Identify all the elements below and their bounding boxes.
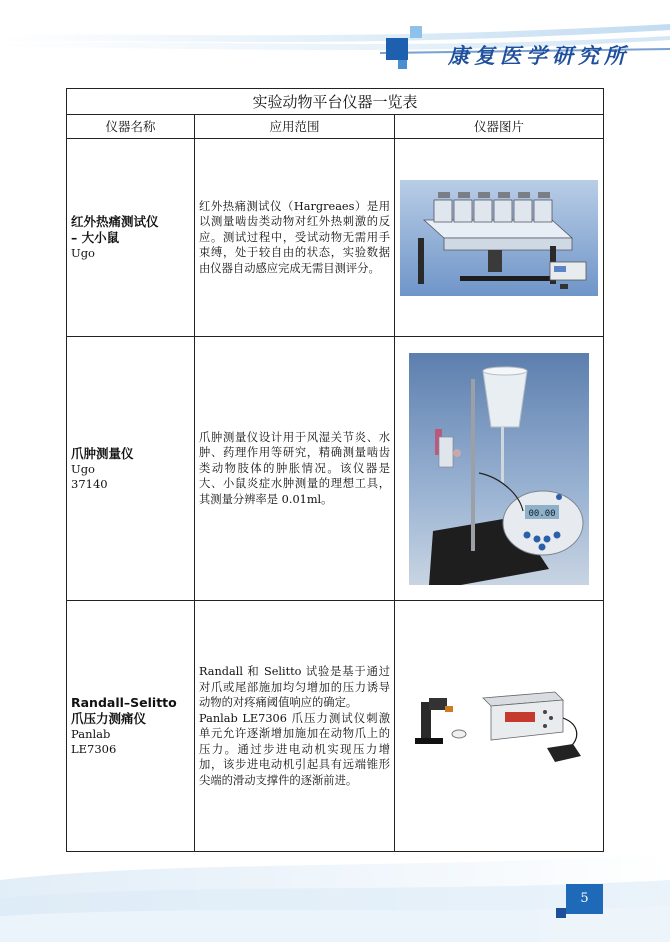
instrument-description: 爪肿测量仪设计用于风湿关节炎、水肿、药理作用等研究，精确测量啮齿类动物肢体的肿胀情况。该仪器是大、小鼠炎症水肿测量的理想工具，其测量分辨率是 0.01ml。 <box>199 430 390 506</box>
randall-selitto-apparatus-photo <box>409 678 589 774</box>
table-header-row <box>67 115 603 139</box>
table-title: 实验动物平台仪器一览表 <box>67 89 603 115</box>
instrument-description-cell <box>194 337 394 600</box>
header-square-large <box>386 38 408 60</box>
instrument-description: 红外热痛测试仪（Hargreaes）是用以测量啮齿类动物对红外热刺激的反应。测试过程中，受试动物无需用手束缚，处于较自由的状态，实验数据由仪器自动感应完成无需目测评分。 <box>199 199 390 275</box>
instrument-brand: Ugo <box>71 246 95 260</box>
instrument-model: 37140 <box>71 476 108 491</box>
column-header-image: 仪器图片 <box>394 115 603 138</box>
instrument-name: 红外热痛测试仪 <box>71 214 159 229</box>
instrument-image-cell <box>394 139 603 336</box>
header-square-light <box>410 26 422 38</box>
instrument-description: Randall 和 Selitto 试验是基于通过对爪或尾部施加均匀增加的压力诱导动物的对疼痛阈值响应的确定。 <box>199 665 390 709</box>
footer-decoration <box>0 820 670 942</box>
page-number-accent <box>556 908 566 918</box>
instrument-name-suffix: 爪压力测痛仪 <box>71 711 147 726</box>
instrument-image-cell <box>394 337 603 600</box>
instrument-image-cell <box>394 601 603 851</box>
table-row <box>67 601 603 851</box>
brand-title: 康复医学研究所 <box>448 44 630 68</box>
hargreaves-apparatus-photo <box>400 180 598 296</box>
table-row <box>67 337 603 601</box>
instrument-name-cell <box>67 601 194 851</box>
footer-wave-graphic <box>0 820 670 942</box>
instrument-table <box>66 88 604 852</box>
header-decoration <box>0 0 670 80</box>
instrument-name-cell <box>67 337 194 600</box>
instrument-model: LE7306 <box>71 742 117 756</box>
instrument-brand: Panlab <box>71 727 111 741</box>
plethysmometer-photo <box>409 353 589 585</box>
column-header-name: 仪器名称 <box>105 119 156 134</box>
instrument-name: Randall–Selitto <box>71 695 177 710</box>
instrument-description-cell <box>194 601 394 851</box>
instrument-brand: Ugo <box>71 461 95 476</box>
instrument-description-continued: Panlab LE7306 爪压力测试仪刺激单元允许逐渐增加施加在动物爪上的压力。通过步进电动机实现压力增加，该步进电动机引起具有远端锥形尖端的滑动支撑件的逐渐前进。 <box>199 711 390 787</box>
plethysmometer-display: 00.00 <box>528 508 556 519</box>
instrument-name: 爪肿测量仪 <box>71 445 134 461</box>
instrument-name-cell <box>67 139 194 336</box>
table-row <box>67 139 603 337</box>
instrument-name-suffix: – 大小鼠 <box>71 230 120 245</box>
header-square-small <box>398 60 407 69</box>
page-number: 5 <box>566 884 603 914</box>
instrument-description-cell <box>194 139 394 336</box>
column-header-scope: 应用范围 <box>194 115 394 138</box>
